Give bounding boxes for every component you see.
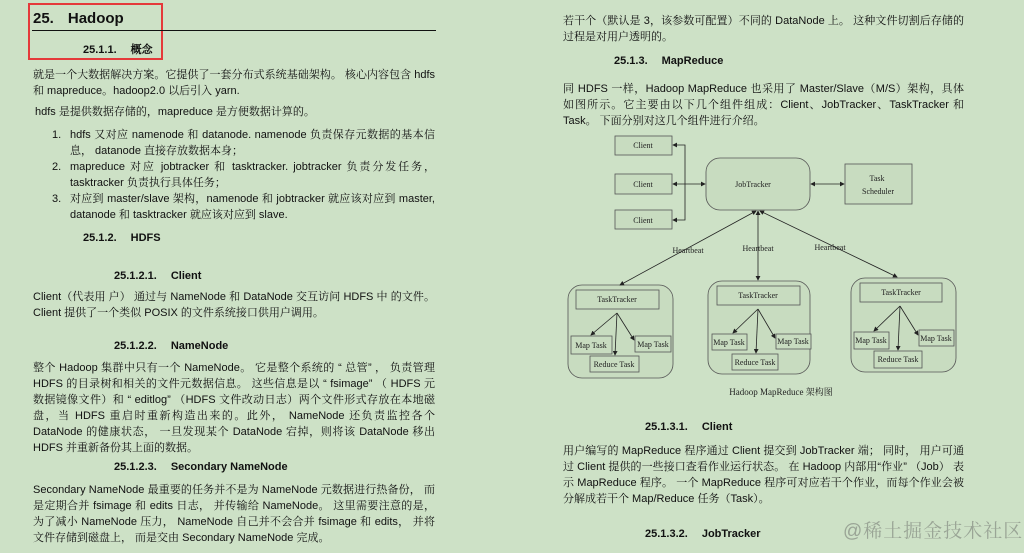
- map-task-label: Map Task: [575, 341, 607, 350]
- section-title: Client: [170, 270, 202, 282]
- tasktracker-label: TaskTracker: [881, 288, 921, 297]
- watermark: @稀土掘金技术社区: [843, 521, 1024, 542]
- list-number: 3.: [52, 193, 62, 205]
- chapter-number: 25.: [33, 10, 54, 27]
- list-text: 对应到 master/slave 架构，namenode 和 jobtracker 就应该对应到 master, datanode 和 tasktracker 就应该对应到 slave.: [70, 193, 435, 221]
- list-text: hdfs 又对应 namenode 和 datanode. namenode 负责保存元数据的基本信息， datanode 直接存放数据本身；: [70, 129, 435, 157]
- heartbeat-label: Heartbeat: [814, 243, 846, 252]
- list-text: mapreduce 对应 jobtracker 和 tasktracker. jobtracker 负责分发任务，tasktracker 负责执行具体任务；: [70, 161, 435, 189]
- section-title: 概念: [130, 44, 153, 56]
- task-scheduler-box: [845, 164, 912, 204]
- map-task-label: Map Task: [855, 336, 887, 345]
- section-number: 25.1.2.1.: [114, 270, 157, 282]
- jobtracker-label: JobTracker: [735, 180, 771, 189]
- reduce-task-label: Reduce Task: [593, 360, 635, 369]
- section-title: NameNode: [170, 340, 229, 352]
- paragraph-namenode: 整个 Hadoop 集群中只有一个 NameNode。 它是整个系统的 “ 总管” ， 负责管理 HDFS 的目录树和相关的文件元数据信息。 这些信息是以 “ fsimage” （ HDFS 元数据镜像文件）和 “ editlog” （HDFS 文件改动日志）两个文件形式存放在本地磁盘，当 HDFS 重启时重新构造出来的。此外， NameNode 还负责监控各个 DataNode 的健康状态， 一旦发现某个 DataNode 宕掉，则将该 DataNode 移出 HDFS 并重新备份其上面的数据。: [33, 362, 435, 454]
- section-heading-jobtracker: [645, 528, 761, 540]
- section-number: 25.1.3.1.: [645, 421, 688, 433]
- task-scheduler-label: Scheduler: [862, 187, 894, 196]
- client-label: Client: [633, 216, 653, 225]
- paragraph-mapreduce: 同 HDFS 一样，Hadoop MapReduce 也采用了 Master/Slave（M/S）架构，具体如图所示。它主要由以下几个组件组成：Client、JobTracker、TaskTracker 和 Task。 下面分别对这几个组件进行介绍。: [563, 83, 964, 127]
- section-title: MapReduce: [661, 55, 724, 67]
- section-title: Secondary NameNode: [170, 461, 288, 473]
- map-task-label: Map Task: [920, 334, 952, 343]
- section-number: 25.1.1.: [83, 44, 117, 56]
- task-scheduler-label: Task: [869, 174, 885, 183]
- paragraph-secondary-namenode: Secondary NameNode 最重要的任务并不是为 NameNode 元数据进行热备份， 而是定期合并 fsimage 和 edits 日志， 并传输给 NameNode。 这里需要注意的是，为了减小 NameNode 压力， NameNode 自己并不会合并 fsimage 和 edits， 并将文件存储到磁盘上， 而是交由 Secondary NameNode 完成。: [33, 484, 435, 544]
- section-number: 25.1.2.2.: [114, 340, 157, 352]
- tasktracker-label: TaskTracker: [738, 291, 778, 300]
- section-number: 25.1.3.: [614, 55, 648, 67]
- reduce-task-label: Reduce Task: [734, 358, 776, 367]
- map-task-label: Map Task: [713, 338, 745, 347]
- list-number: 2.: [52, 161, 62, 173]
- client-label: Client: [633, 141, 653, 150]
- paragraph-datanode-continued: 若干个（默认是 3，该参数可配置）不同的 DataNode 上。 这种文件切割后存储的过程是对用户透明的。: [563, 15, 964, 43]
- section-number: 25.1.3.2.: [645, 528, 688, 540]
- section-title: Client: [701, 421, 733, 433]
- map-task-label: Map Task: [637, 340, 669, 349]
- diagram-caption: Hadoop MapReduce 架构图: [729, 387, 833, 397]
- section-title: JobTracker: [701, 528, 761, 540]
- section-heading-mr-client: [645, 421, 732, 433]
- section-number: 25.1.2.: [83, 232, 117, 244]
- list-number: 1.: [52, 129, 62, 141]
- heartbeat-label: Heartbeat: [742, 244, 774, 253]
- chapter-title-text: Hadoop: [67, 10, 124, 27]
- tasktracker-label: TaskTracker: [597, 295, 637, 304]
- paragraph-mr-client: 用户编写的 MapReduce 程序通过 Client 提交到 JobTracker 端； 同时， 用户可通过 Client 提供的一些接口查看作业运行状态。 在 Hadoop 内部用“作业” （Job） 表示 MapReduce 程序。 一个 MapReduce 程序可对应若干个作业，而每个作业会被分解成若干个 Map/Reduce 任务（Task）。: [563, 445, 964, 505]
- section-title: HDFS: [130, 232, 161, 244]
- paragraph-client: Client（代表用 户） 通过与 NameNode 和 DataNode 交互访问 HDFS 中 的文件。 Client 提供了一个类似 POSIX 的文件系统接口供用户调用。: [33, 291, 435, 319]
- heartbeat-label: Heartbeat: [672, 246, 704, 255]
- paragraph-hdfs-mapreduce: hdfs 是提供数据存储的，mapreduce 是方便数据计算的。: [35, 106, 315, 118]
- reduce-task-label: Reduce Task: [877, 355, 919, 364]
- client-label: Client: [633, 180, 653, 189]
- paragraph-intro: 就是一个大数据解决方案。它提供了一套分布式系统基础架构。 核心内容包含 hdfs 和 mapreduce。hadoop2.0 以后引入 yarn.: [33, 69, 435, 97]
- section-number: 25.1.2.3.: [114, 461, 157, 473]
- map-task-label: Map Task: [777, 337, 809, 346]
